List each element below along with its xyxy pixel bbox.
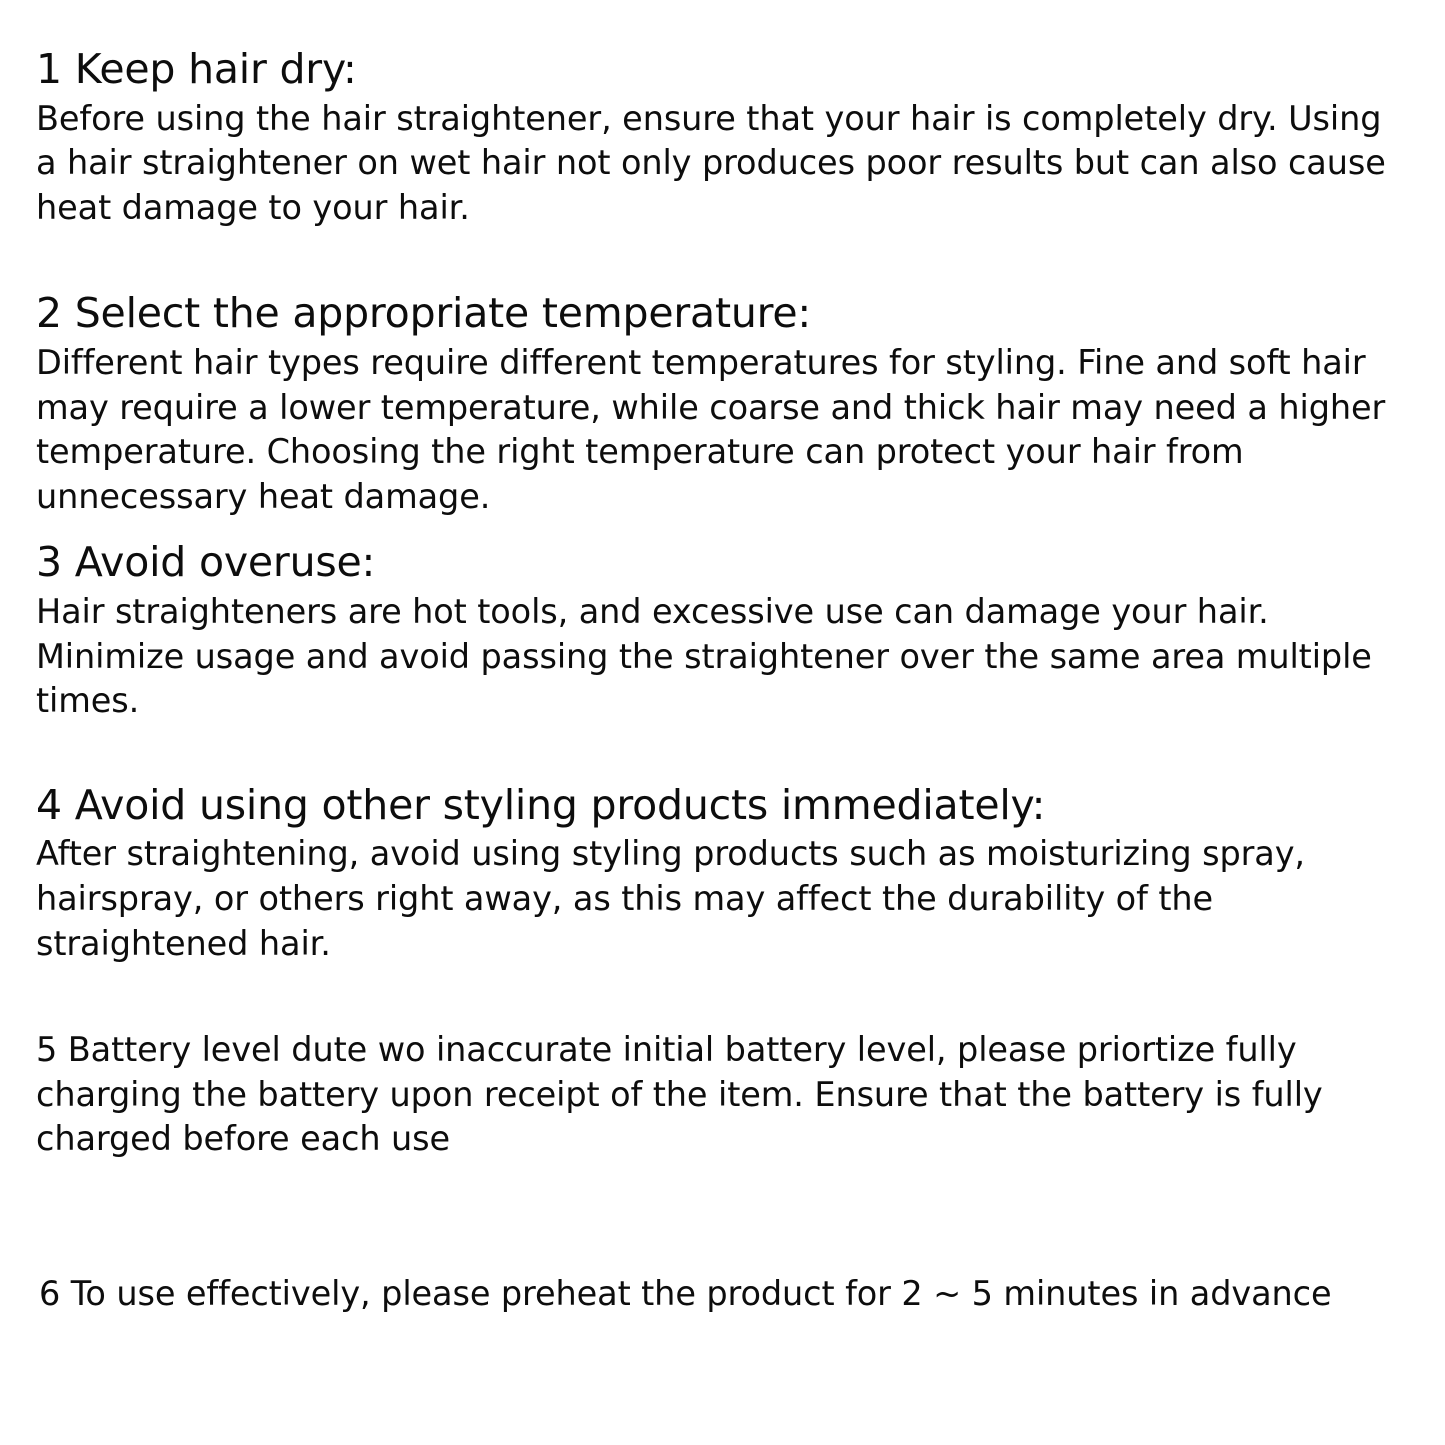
section-battery-level — [36, 1028, 1411, 1162]
section-keep-hair-dry — [36, 46, 1411, 230]
section-select-temperature — [36, 290, 1411, 519]
section-3-title: 3 Avoid overuse: — [36, 538, 376, 587]
section-1-body: Before using the hair straightener, ensure that your hair is completely dry. Using a hair straightener on wet hair not only produces poor results but can also cause heat damage to your hair. — [36, 98, 1386, 227]
section-avoid-overuse — [36, 539, 1411, 723]
section-6-body: 6 To use effectively, please preheat the product for 2 ~ 5 minutes in advance — [39, 1273, 1332, 1313]
section-avoid-styling-products — [36, 782, 1411, 966]
section-preheat — [36, 1272, 1411, 1317]
section-1-title: 1 Keep hair dry: — [36, 45, 357, 93]
section-5-body: 5 Battery level dute wo inaccurate initial battery level, please priortize fully charging the battery upon receipt of the item. Ensure that the battery is fully charged before each use — [36, 1030, 1323, 1159]
section-2-body: Different hair types require different temperatures for styling. Fine and soft hair may require a lower temperature, while coarse and thick hair may need a higher temperature. Choosing the right temperature can protect your hair from unnecessary heat damage. — [36, 343, 1386, 516]
spacer-2 — [36, 519, 1411, 539]
spacer-1 — [36, 230, 1411, 290]
spacer-3 — [36, 724, 1411, 782]
section-2-title: 2 Select the appropriate temperature: — [36, 289, 812, 338]
section-4-title: 4 Avoid using other styling products immediately: — [36, 780, 1046, 829]
section-4-body: After straightening, avoid using styling products such as moisturizing spray, hairspray, or others right away, as this may affect the durability of the straightened hair. — [36, 834, 1305, 963]
spacer-4 — [36, 966, 1411, 1028]
spacer-5 — [36, 1162, 1411, 1272]
section-3-body: Hair straighteners are hot tools, and excessive use can damage your hair. Minimize usage and avoid passing the straightener over the same area multiple times. — [36, 592, 1372, 721]
